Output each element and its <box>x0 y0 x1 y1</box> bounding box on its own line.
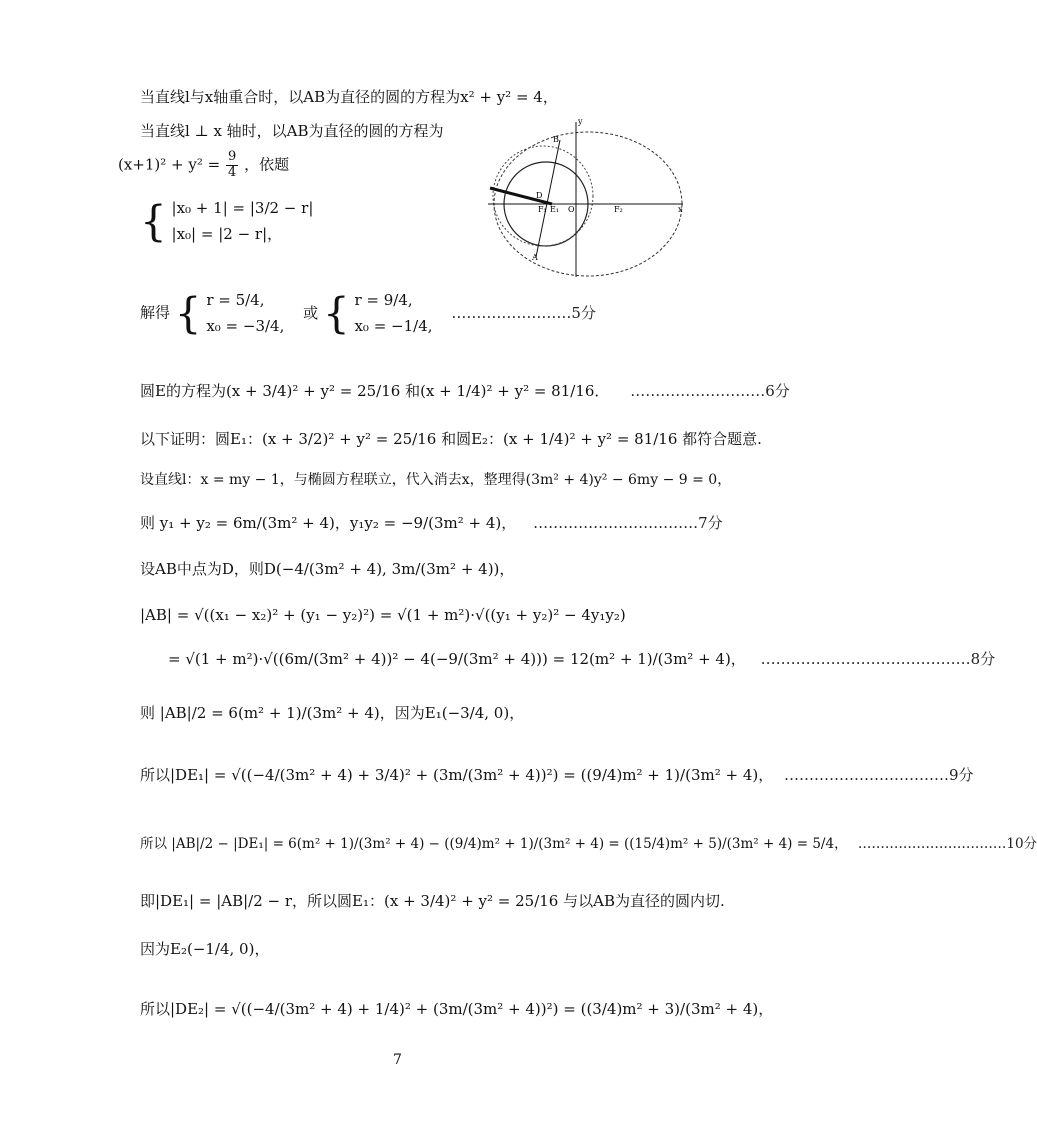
tangent-line: 即|DE₁| = |AB|/2 − r，所以圆E₁：(x + 3/4)² + y² = 25/16 与以AB为直径的圆内切. <box>140 892 725 910</box>
or-label: 或 <box>303 303 319 322</box>
label-x-axis: x <box>678 205 683 214</box>
score-7: ……………………………7分 <box>533 514 723 532</box>
midpoint-d-line: 设AB中点为D，则D(−4/(3m² + 4), 3m/(3m² + 4))， <box>140 560 515 578</box>
label-o: O <box>568 205 575 214</box>
ellipse-circle-diagram <box>488 112 688 282</box>
score-6: ………………………6分 <box>630 382 790 400</box>
prove-line: 以下证明：圆E₁：(x + 3/2)² + y² = 25/16 和圆E₂：(x + 1/4)² + y² = 81/16 都符合题意. <box>140 430 762 448</box>
line3-tail: ，依题 <box>244 155 290 174</box>
difference-text: 所以 |AB|/2 − |DE₁| = 6(m² + 1)/(3m² + 4) − ((9/4)m² + 1)/(3m² + 4) = ((15/4)m² + 5)/(3m² + 4) = 5/4， <box>140 836 848 852</box>
left-brace: { <box>140 196 167 246</box>
e2-line: 因为E₂(−1/4, 0)， <box>140 940 270 958</box>
de2-line: 所以|DE₂| = √((−4/(3m² + 4) + 1/4)² + (3m/(3m² + 4))²) = ((3/4)m² + 3)/(3m² + 4)， <box>140 1000 774 1018</box>
label-b: B <box>553 135 559 144</box>
solution-2-r: r = 9/4, <box>354 291 413 309</box>
equation-system-1 <box>140 196 313 247</box>
set-line: 设直线l：x = my − 1，与椭圆方程联立，代入消去x，整理得(3m² + 4)y² − 6my − 9 = 0， <box>140 472 732 488</box>
solution-1 <box>206 288 284 339</box>
solve-label: 解得 <box>140 303 171 322</box>
de1-line <box>140 766 974 784</box>
de1-text: 所以|DE₁| = √((−4/(3m² + 4) + 3/4)² + (3m/(3m² + 4))²) = ((9/4)m² + 1)/(3m² + 4)， <box>140 766 774 784</box>
geometry-figure <box>488 112 688 286</box>
vieta-text: 则 y₁ + y₂ = 6m/(3m² + 4)，y₁y₂ = −9/(3m² + 4)， <box>140 514 517 532</box>
label-f1: F₁ <box>538 205 547 214</box>
ab-length-line-1: |AB| = √((x₁ − x₂)² + (y₁ − y₂)²) = √(1 + m²)·√((y₁ + y₂)² − 4y₁y₂) <box>140 606 626 624</box>
solution-1-x: x₀ = −3/4, <box>206 316 285 335</box>
score-5: ……………………5分 <box>451 303 596 322</box>
solution-2-x: x₀ = −1/4, <box>354 316 433 335</box>
page-number: 7 <box>393 1052 402 1068</box>
label-f2: F₂ <box>614 205 623 214</box>
text-line-1: 当直线l与x轴重合时，以AB为直径的圆的方程为x² + y² = 4， <box>140 88 558 106</box>
system-rows <box>172 196 314 247</box>
text-line-2: 当直线l ⊥ x 轴时，以AB为直径的圆的方程为 <box>140 122 444 140</box>
text-line-3 <box>118 150 289 181</box>
label-y-axis: y <box>578 117 583 126</box>
ab-length-text-2: = √(1 + m²)·√((6m/(3m² + 4))² − 4(−9/(3m² + 4))) = 12(m² + 1)/(3m² + 4)， <box>168 650 746 668</box>
ab-length-line-2 <box>168 650 995 668</box>
solution-2 <box>354 288 432 339</box>
solutions-row <box>140 288 596 339</box>
label-a: A <box>532 253 538 262</box>
circle-equation-expr: (x+1)² + y² = <box>118 155 221 174</box>
vieta-line <box>140 514 723 532</box>
label-e1: E₁ <box>550 205 560 214</box>
score-10: ……………………………10分 <box>857 836 1037 852</box>
label-d: D <box>536 191 543 200</box>
difference-line <box>140 836 1037 852</box>
fraction-denominator: 4 <box>228 164 237 180</box>
system-row-1: |x₀ + 1| = |3/2 − r| <box>171 199 314 217</box>
segment-de1 <box>490 188 552 204</box>
circle-e-equation <box>140 382 790 400</box>
score-9: ……………………………9分 <box>784 766 974 784</box>
solution-1-r: r = 5/4, <box>206 291 265 309</box>
fraction-numerator: 9 <box>228 149 237 164</box>
half-ab-line: 则 |AB|/2 = 6(m² + 1)/(3m² + 4)，因为E₁(−3/4, 0)， <box>140 704 525 722</box>
left-brace: { <box>322 288 350 338</box>
score-8: ……………………………………8分 <box>760 650 996 668</box>
system-row-2: |x₀| = |2 − r|， <box>171 224 283 243</box>
fraction-nine-quarters <box>226 150 238 181</box>
left-brace: { <box>174 288 202 338</box>
circle-e-text: 圆E的方程为(x + 3/4)² + y² = 25/16 和(x + 1/4)² + y² = 81/16． <box>140 382 610 400</box>
